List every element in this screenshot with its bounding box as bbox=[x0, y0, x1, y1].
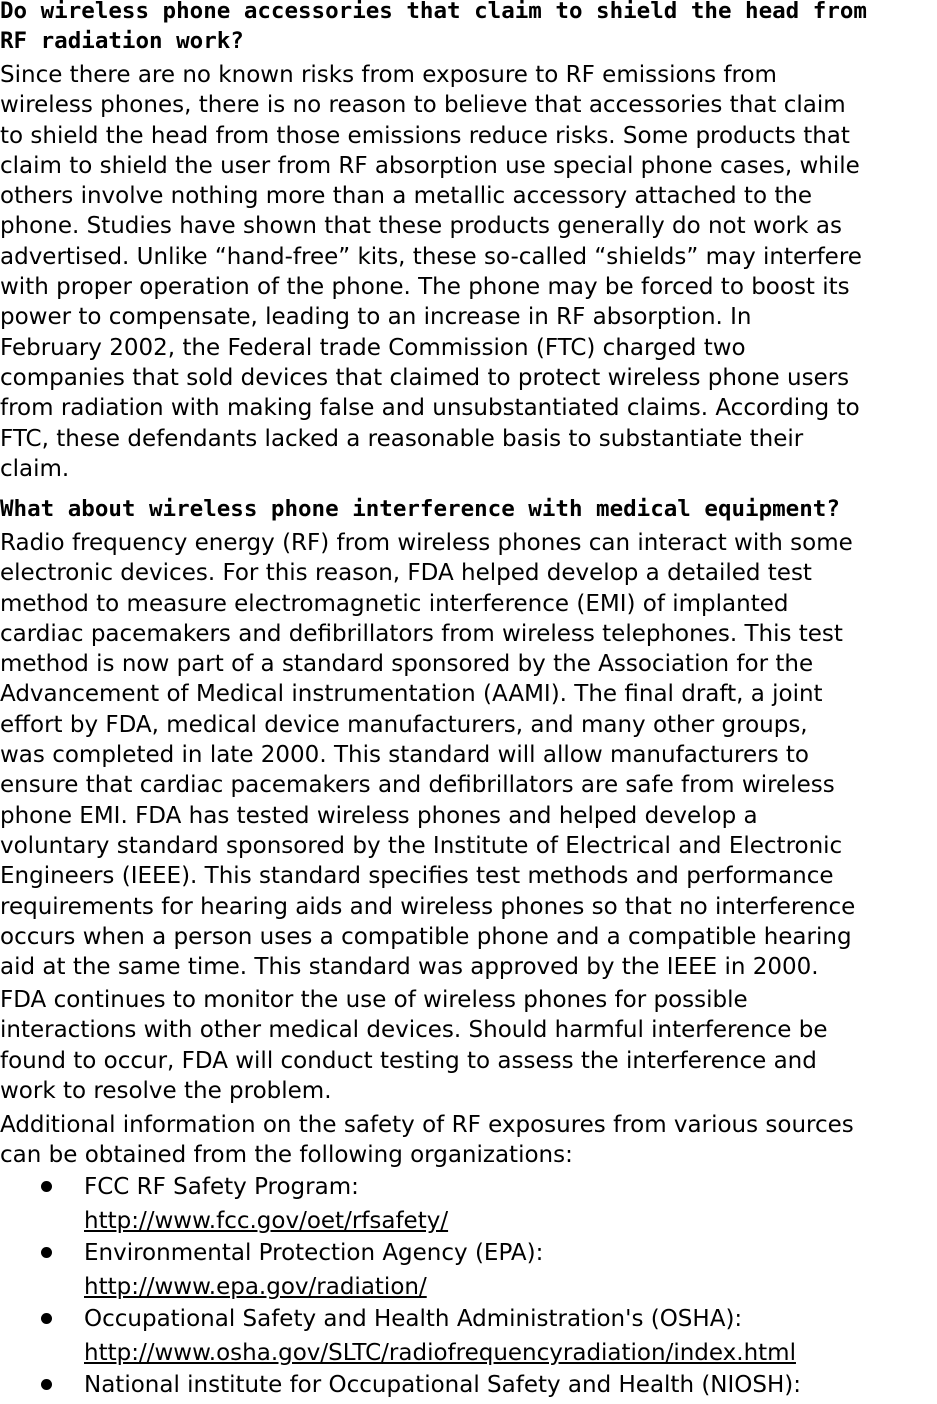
organization-link[interactable]: http://www.epa.gov/radiation/ bbox=[84, 1274, 427, 1300]
organization-name: Occupational Safety and Health Administration's (OSHA): bbox=[84, 1306, 743, 1332]
organization-list bbox=[0, 1172, 937, 1404]
section-heading-medical-interference: What about wireless phone interference with medical equipment? bbox=[0, 496, 840, 522]
section-heading-shield-accessories: Do wireless phone accessories that claim to shield the head from RF radiation work? bbox=[0, 0, 867, 54]
list-item bbox=[0, 1304, 937, 1370]
bullet-icon bbox=[41, 1181, 52, 1192]
bullet-icon bbox=[41, 1379, 52, 1390]
paragraph-fda-monitoring: FDA continues to monitor the use of wireless phones for possible interactions with other medical devices. Should harmful interference be found to occur, FDA will conduct testing to assess the interference and work to resolve the problem. bbox=[0, 987, 828, 1104]
organization-name: National institute for Occupational Safety and Health (NIOSH): bbox=[84, 1372, 802, 1398]
organization-link[interactable]: http://www.fcc.gov/oet/rfsafety/ bbox=[84, 1208, 449, 1234]
list-item bbox=[0, 1172, 937, 1238]
paragraph-additional-info: Additional information on the safety of RF exposures from various sources can be obtained from the following organizations: bbox=[0, 1112, 854, 1169]
organization-link[interactable]: http://www.osha.gov/SLTC/radiofrequencyradiation/index.html bbox=[84, 1340, 796, 1366]
bullet-icon bbox=[41, 1313, 52, 1324]
paragraph-medical-interference: Radio frequency energy (RF) from wireless phones can interact with some electronic devices. For this reason, FDA helped develop a detailed test method to measure electromagnetic interference (EMI) of implanted cardiac pacemakers and defibrillators from wireless telephones. This test method is now part of a standard sponsored by the Association for the Advancement of Medical instrumentation (AAMI). The final draft, a joint effort by FDA, medical device manufacturers, and many other groups, was completed in late 2000. This standard will allow manufacturers to ensure that cardiac pacemakers and defibrillators are safe from wireless phone EMI. FDA has tested wireless phones and helped develop a voluntary standard sponsored by the Institute of Electrical and Electronic Engineers (IEEE). This standard specifies test methods and performance requirements for hearing aids and wireless phones so that no interference occurs when a person uses a compatible phone and a compatible hearing aid at the same time. This standard was approved by the IEEE in 2000. bbox=[0, 530, 856, 981]
organization-name: FCC RF Safety Program: bbox=[84, 1174, 359, 1200]
paragraph-shield-accessories: Since there are no known risks from exposure to RF emissions from wireless phones, there is no reason to believe that accessories that claim to shield the head from those emissions reduce risks. Some products that claim to shield the user from RF absorption use special phone cases, while others involve nothing more than a metallic accessory attached to the phone. Studies have shown that these products generally do not work as advertised. Unlike “hand-free” kits, these so-called “shields” may interfere with proper operation of the phone. The phone may be forced to boost its power to compensate, leading to an increase in RF absorption. In February 2002, the Federal trade Commission (FTC) charged two companies that sold devices that claimed to protect wireless phone users from radiation with making false and unsubstantiated claims. According to FTC, these defendants lacked a reasonable basis to substantiate their claim. bbox=[0, 62, 862, 482]
list-item bbox=[0, 1238, 937, 1304]
bullet-icon bbox=[41, 1247, 52, 1258]
organization-name: Environmental Protection Agency (EPA): bbox=[84, 1240, 544, 1266]
